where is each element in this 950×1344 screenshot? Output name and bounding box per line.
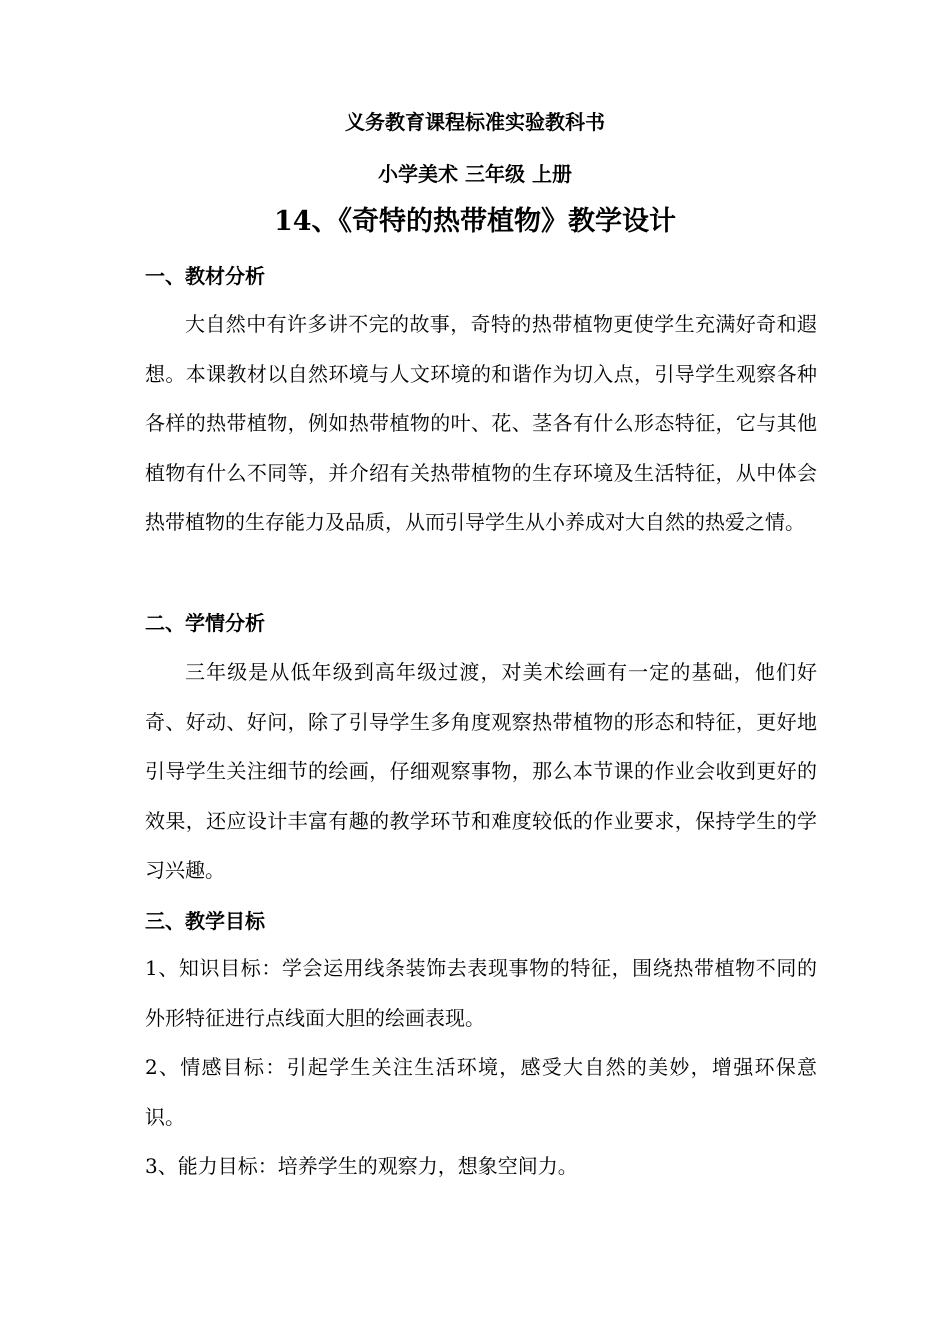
section-heading-textbook-analysis: 一、教材分析 — [145, 264, 265, 288]
grade-volume-subtitle: 小学美术 三年级 上册 — [378, 162, 572, 186]
objective-item-ability: 3、能力目标：培养学生的观察力，想象空间力。 — [145, 1154, 578, 1178]
textbook-analysis-paragraph: 大自然中有许多讲不完的故事，奇特的热带植物更使学生充满好奇和遐想。本课教材以自然环境与人文环境的和谐作为切入点，引导学生观察各种各样的热带植物，例如热带植物的叶、花、茎各有什么形态特征，它与其他植物有什么不同等，并介绍有关热带植物的生存环境及生活特征，从中体会热带植物的生存能力及品质，从而引导学生从小养成对大自然的热爱之情。 — [145, 312, 817, 535]
objective-item-emotion: 2、情感目标：引起学生关注生活环境，感受大自然的美妙，增强环保意识。 — [145, 1055, 817, 1129]
objective-item-knowledge: 1、知识目标：学会运用线条装饰去表现事物的特征，围绕热带植物不同的外形特征进行点线面大胆的绘画表现。 — [145, 956, 817, 1030]
section-heading-teaching-objectives: 三、教学目标 — [145, 909, 265, 933]
student-analysis-paragraph: 三年级是从低年级到高年级过渡，对美术绘画有一定的基础，他们好奇、好动、好问，除了引导学生多角度观察热带植物的形态和特征，更好地引导学生关注细节的绘画，仔细观察事物，那么本节课的作业会收到更好的效果，还应设计丰富有趣的教学环节和难度较低的作业要求，保持学生的学习兴趣。 — [145, 660, 817, 883]
section-heading-student-analysis: 二、学情分析 — [145, 611, 265, 635]
lesson-title: 14、《奇特的热带植物》教学设计 — [273, 206, 677, 237]
textbook-series-title: 义务教育课程标准实验教科书 — [345, 110, 605, 134]
